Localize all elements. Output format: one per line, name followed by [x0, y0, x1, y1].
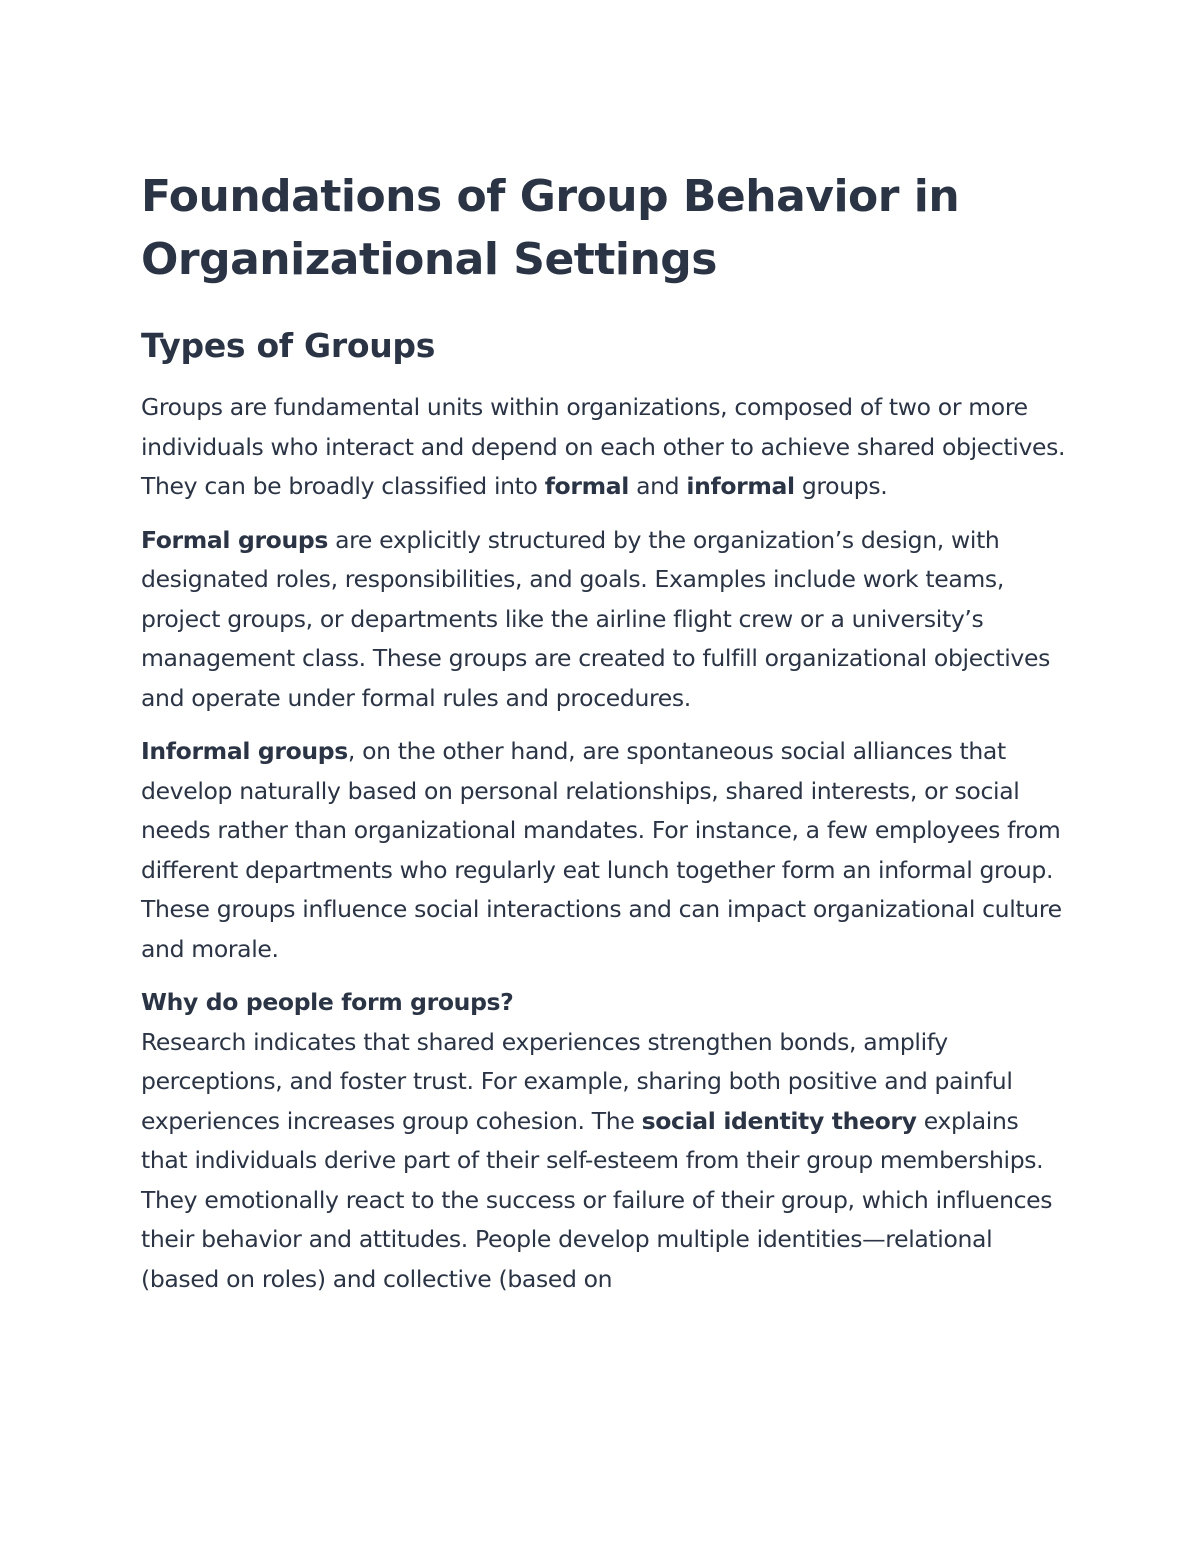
paragraph-text: explains that individuals derive part of their self-esteem from their group memberships. They emotionally react to the success or failure of their group, which influences their behavior and attitudes. People develop multiple identities—relational (based on roles) and collective (based on	[141, 1106, 1053, 1293]
paragraph-text: , on the other hand, are spontaneous social alliances that develop naturally based on personal relationships, shared interests, or social needs rather than organizational mandates. For instance, a few employees from different departments who regularly eat lunch together form an informal group. These groups influence social interactions and can impact organizational culture and morale.	[141, 737, 1062, 963]
bold-term-informal: informal	[686, 472, 795, 500]
paragraph-text: Groups are fundamental units within organizations, composed of two or more individuals who interact and depend on each other to achieve shared objectives. They can be broadly classified into	[141, 393, 1066, 500]
bold-term-informal-groups: Informal groups	[141, 737, 348, 765]
paragraph-why-form-groups	[141, 983, 1066, 1299]
section-heading: Types of Groups	[141, 326, 436, 365]
paragraph-text: are explicitly structured by the organization’s design, with designated roles, responsibilities, and goals. Examples include work teams, project groups, or departments like the airline flight crew or a university’s management class. These groups are created to fulfill organizational objectives and operate under formal rules and procedures.	[141, 525, 1050, 712]
paragraph-formal-groups	[141, 521, 1066, 719]
paragraph-text: and	[628, 472, 687, 500]
paragraph-groups-intro	[141, 388, 1066, 507]
paragraph-text: Research indicates that shared experiences strengthen bonds, amplify perceptions, and foster trust. For example, sharing both positive and painful experiences increases group cohesion. The	[141, 1027, 1013, 1135]
paragraph-informal-groups	[141, 732, 1066, 969]
bold-term-formal: formal	[544, 472, 629, 500]
bold-term-formal-groups: Formal groups	[141, 525, 328, 554]
subheading-why-form-groups: Why do people form groups?	[141, 988, 514, 1016]
document-page	[141, 165, 1066, 1299]
document-title: Foundations of Group Behavior in Organizational Settings	[141, 171, 960, 285]
paragraph-text: groups.	[794, 472, 888, 500]
bold-term-social-identity-theory: social identity theory	[641, 1106, 917, 1135]
